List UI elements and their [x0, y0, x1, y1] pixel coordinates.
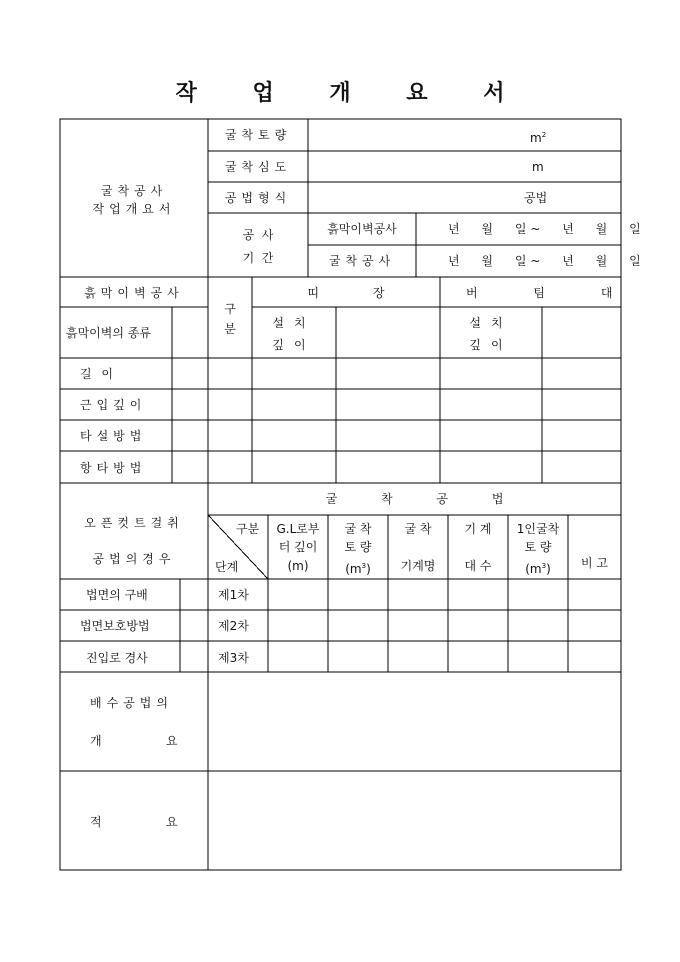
retaining-type-label: 흙막이벽의 종류 [66, 326, 151, 340]
page-title: 작 업 개 요 서 [175, 81, 529, 106]
strut-header: 버 팀 대 [466, 286, 639, 300]
strut-install-2: 깊이 [469, 338, 513, 352]
embed-depth-label: 근입깊이 [80, 398, 147, 412]
depth-unit: m [532, 160, 544, 174]
exc-volume-3: $(m^3)$ [345, 562, 371, 576]
method-type-label: 공법형식 [224, 191, 292, 205]
gl-depth-3: (m) [287, 559, 309, 573]
retaining-header: 흙막이벽공사 [84, 286, 184, 300]
exc-volume-1: 굴 착 [344, 522, 372, 536]
strut-install-1: 설치 [469, 316, 513, 330]
pile-driving-label: 항타방법 [80, 461, 147, 475]
per-person-3: $(m^3)$ [525, 562, 551, 576]
access-road-slope-label: 진입로 경사 [86, 651, 148, 665]
division-label-2: 분 [224, 322, 236, 336]
retaining-date-range: 년 월 일~ 년 월 일 [448, 222, 645, 236]
length-label: 길 이 [80, 367, 116, 381]
excavation-date-range: 년 월 일~ 년 월 일 [448, 254, 645, 268]
work-overview-label: 작업개요서 [92, 202, 176, 216]
excavation-period-label: 굴착공사 [328, 254, 396, 268]
drainage-label-2b: 요 [166, 734, 178, 748]
drainage-label-2a: 개 [90, 734, 102, 748]
slope-protection-label: 법면보호방법 [80, 619, 150, 633]
excavation-volume-label: 굴착토량 [224, 128, 292, 142]
machine-count-1: 기 계 [464, 522, 492, 536]
construction-period-label-2: 기 간 [242, 251, 274, 265]
volume-unit: $m^2$ [530, 131, 547, 145]
diag-stage: 단계 [215, 560, 239, 574]
diag-division: 구분 [236, 522, 260, 536]
method-unit: 공법 [524, 191, 548, 205]
gl-depth-1: G.L로부 [276, 522, 320, 536]
division-label-1: 구 [224, 302, 236, 316]
retaining-work-label: 흙막이벽공사 [327, 222, 397, 236]
per-person-1: 1인굴착 [516, 522, 560, 536]
wale-install-2: 깊이 [272, 338, 316, 352]
machine-count-2: 대 수 [464, 559, 492, 573]
wale-install-1: 설치 [272, 316, 316, 330]
exc-volume-2: 토 량 [344, 540, 372, 554]
wale-header: 띠 장 [307, 286, 385, 300]
excavation-work-label: 굴착공사 [100, 184, 168, 198]
open-cut-label-1: 오픈컷트걸취 [84, 516, 184, 530]
open-cut-label-2: 공법의경우 [92, 552, 176, 566]
per-person-2: 토 량 [524, 540, 552, 554]
machine-name-2: 기계명 [400, 559, 436, 573]
machine-name-1: 굴 착 [404, 522, 432, 536]
remarks-label-a: 적 [90, 815, 102, 829]
placing-method-label: 타설방법 [80, 429, 147, 443]
excavation-depth-label: 굴착심도 [224, 160, 292, 174]
drainage-label-1: 배수공법의 [90, 696, 173, 710]
remarks-label-b: 요 [166, 815, 178, 829]
stage-1: 제1차 [218, 588, 249, 602]
stage-2: 제2차 [218, 619, 249, 633]
note-header: 비 고 [581, 556, 608, 570]
excavation-method-header: 굴 착 공 법 [325, 492, 504, 506]
stage-3: 제3차 [218, 651, 249, 665]
gl-depth-2: 터 깊이 [278, 540, 318, 554]
construction-period-label-1: 공 사 [242, 228, 274, 242]
slope-gradient-label: 법면의 구배 [86, 588, 148, 602]
